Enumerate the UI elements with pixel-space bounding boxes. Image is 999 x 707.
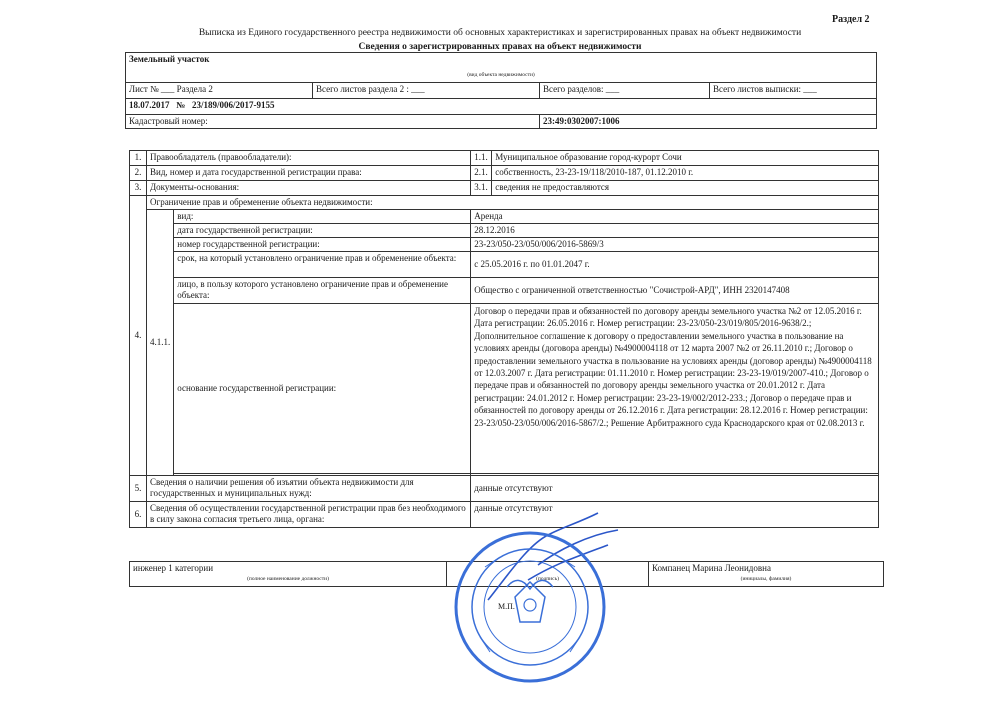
basis-value: Договор о передачи прав и обязанностей по договору аренды земельного участка №2 от 12.05.2016 г. Дата регистрации: 26.05.2016 г. Номер регистрации: 23-23/050-23/019/805/2016-9638/2.; Дополнительное соглашение к договору о предоставлении земельного участка в пользование на условиях аренды (договора аренды) №4900004118 от 12 марта 2007 №2 от 26.11.2010 г.; Договор о предоставлении земельного участка в пользование на условиях аренды (договор аренды) №4900004118 от 12.03.2007 г. Дата регистрации: 01.11.2010 г. Номер регистрации: 23-23-19/019/2007-410.; Договор о передаче прав и обязанностей по договору аренды земельного участка от 20.01.2012 г. Дата регистрации: 24.01.2012 г. Номер регистрации: 23-23-19/002/2012-233.; Договор о передаче прав и обязанностей по договору аренды от 26.12.2016 г. Дата регистрации: 28.12.2016 г. Номер регистрации: 23-23/050-23/050/006/2016-5867/2.; Решение Арбитражного суда Краснодарского края от 02.08.2013 г. [471, 304, 879, 474]
position-cell [130, 562, 447, 587]
cadastral-value: 23:49:0302007:1006 [540, 115, 877, 129]
row-2-label: Вид, номер и дата государственной регистрации права: [147, 166, 471, 181]
sign-caption: (подпись) [536, 576, 559, 582]
person-label: лицо, в пользу которого установлено ограничение прав и обременение объекта: [174, 278, 471, 304]
row-6-label: Сведения об осуществлении государственной регистрации прав без необходимого в силу закона согласия третьего лица, органа: [147, 502, 471, 528]
reg-date-label: дата государственной регистрации: [174, 224, 471, 238]
sheets-total: Всего листов выписки: ___ [710, 83, 877, 99]
sheet-no: Лист № ___ Раздела 2 [126, 83, 313, 99]
row-1-label: Правообладатель (правообладатели): [147, 151, 471, 166]
row-4-sub: 4.1.1. [147, 210, 174, 476]
header-table [125, 52, 877, 129]
signer-position: инженер 1 категории [133, 563, 214, 573]
row-6-num: 6. [130, 502, 147, 528]
extract-number: 23/189/006/2017-9155 [192, 100, 275, 110]
row-5-label: Сведения о наличии решения об изъятии объекта недвижимости для государственных и муниципальных нужд: [147, 476, 471, 502]
document-title: Выписка из Единого государственного реестра недвижимости об основных характеристиках и зарегистрированных правах на объект недвижимости [198, 28, 802, 38]
cadastral-label: Кадастровый номер: [126, 115, 540, 129]
rights-table [129, 150, 879, 528]
section-label: Раздел 2 [832, 14, 870, 25]
number-label: № [176, 100, 186, 110]
row-1-sub: 1.1. [471, 151, 492, 166]
row-6-value: данные отсутствуют [471, 502, 879, 528]
extract-date: 18.07.2017 [129, 100, 170, 110]
signer-name: Компанец Марина Леонидовна [652, 563, 771, 573]
person-value: Общество с ограниченной ответственностью "Сочистрой-АРД", ИНН 2320147408 [471, 278, 879, 304]
row-4-num: 4. [130, 196, 147, 476]
position-caption: (полное наименование должности) [247, 576, 329, 582]
object-type-caption: (вид объекта недвижимости) [467, 72, 535, 78]
basis-label: основание государственной регистрации: [174, 304, 471, 474]
reg-num-value: 23-23/050-23/050/006/2016-5869/3 [471, 238, 879, 252]
term-value: с 25.05.2016 г. по 01.01.2047 г. [471, 252, 879, 278]
document-subtitle: Сведения о зарегистрированных правах на объект недвижимости [358, 42, 642, 52]
row-2-sub: 2.1. [471, 166, 492, 181]
row-3-num: 3. [130, 181, 147, 196]
sections-total: Всего разделов: ___ [540, 83, 710, 99]
row-5-value: данные отсутствуют [471, 476, 879, 502]
name-caption: (инициалы, фамилия) [740, 576, 792, 582]
reg-date-value: 28.12.2016 [471, 224, 879, 238]
extract-date-number [126, 99, 877, 115]
row-1-value: Муниципальное образование город-курорт Сочи [492, 151, 879, 166]
object-type-cell [126, 53, 877, 83]
reg-num-label: номер государственной регистрации: [174, 238, 471, 252]
row-2-value: собственность, 23-23-19/118/2010-187, 01.12.2010 г. [492, 166, 879, 181]
row-3-sub: 3.1. [471, 181, 492, 196]
round-seal [445, 527, 615, 687]
kind-value: Аренда [471, 210, 879, 224]
term-label: срок, на который установлено ограничение прав и обременение объекта: [174, 252, 471, 278]
kind-label: вид: [174, 210, 471, 224]
seal-place-label: М.П. [498, 602, 515, 611]
sheets-in-section: Всего листов раздела 2 : ___ [313, 83, 540, 99]
row-3-label: Документы-основания: [147, 181, 471, 196]
row-3-value: сведения не предоставляются [492, 181, 879, 196]
row-1-num: 1. [130, 151, 147, 166]
object-type: Земельный участок [129, 54, 210, 64]
row-2-num: 2. [130, 166, 147, 181]
name-cell [649, 562, 884, 587]
row-4-label: Ограничение прав и обременение объекта недвижимости: [147, 196, 879, 210]
row-5-num: 5. [130, 476, 147, 502]
